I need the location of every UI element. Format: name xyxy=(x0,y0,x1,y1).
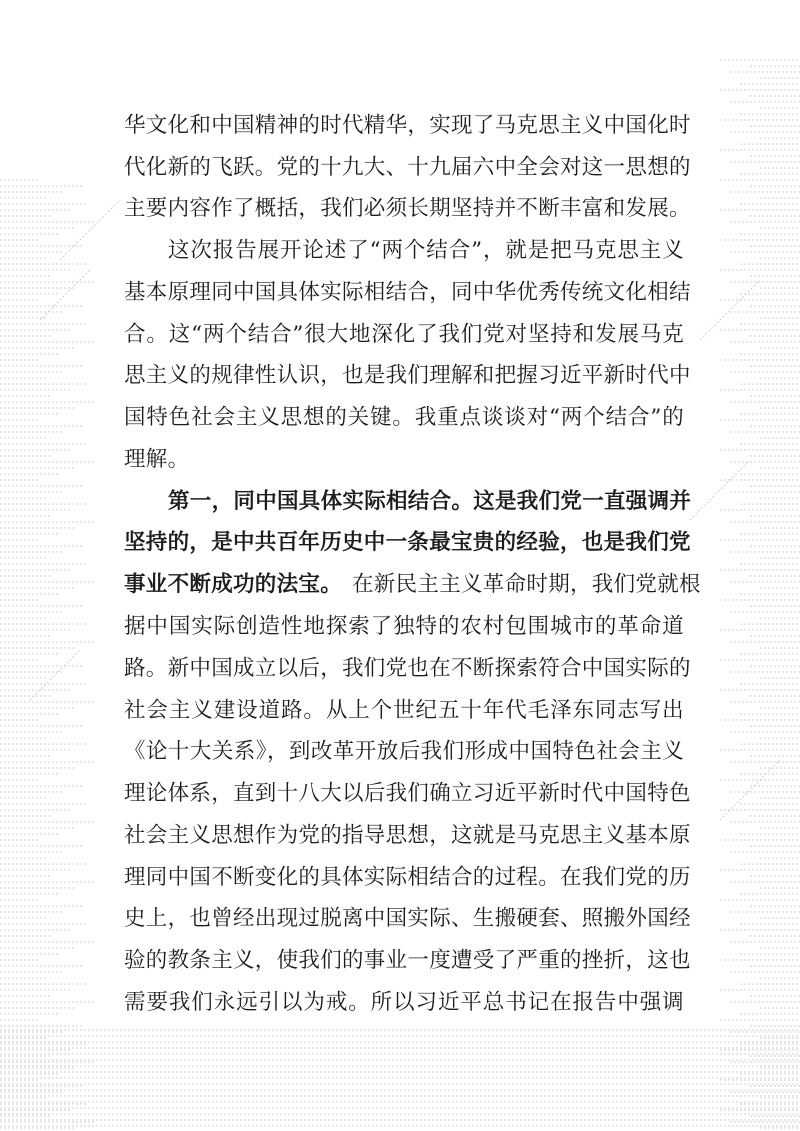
text-line: 理同中国不断变化的具体实际相结合的过程。在我们党的历 xyxy=(124,865,691,890)
text-line-bold: 坚持的，是中共百年历史中一条最宝贵的经验，也是我们党 xyxy=(124,530,691,555)
text-line: 这次报告展开论述了“两个结合”，就是把马克思主义 xyxy=(168,238,684,263)
text-line-bold: 事业不断成功的法宝。 xyxy=(124,572,343,597)
text-line: 合。这“两个结合”很大地深化了我们党对坚持和发展马克 xyxy=(124,322,684,347)
text-line: 史上，也曾经出现过脱离中国实际、生搬硬套、照搬外国经 xyxy=(124,906,691,931)
text-line: 《论十大关系》，到改革开放后我们形成中国特色社会主义 xyxy=(124,739,684,764)
text-line: 据中国实际创造性地探索了独特的农村包围城市的革命道 xyxy=(124,614,684,639)
text-line-bold: 第一，同中国具体实际相结合。这是我们党一直强调并 xyxy=(168,489,692,514)
text-line: 主要内容作了概括，我们必须长期坚持并不断丰富和发展。 xyxy=(124,196,691,221)
text-line: 代化新的飞跃。党的十九大、十九届六中全会对这一思想的 xyxy=(124,155,691,180)
text-line: 思主义的规律性认识，也是我们理解和把握习近平新时代中 xyxy=(124,363,691,388)
text-line: 基本原理同中国具体实际相结合，同中华优秀传统文化相结 xyxy=(124,280,691,305)
text-line: 国特色社会主义思想的关键。我重点谈谈对“两个结合”的 xyxy=(124,405,684,430)
text-line: 在新民主主义革命时期，我们党就根 xyxy=(352,572,701,597)
text-line: 验的教条主义，使我们的事业一度遭受了严重的挫折，这也 xyxy=(124,948,691,973)
text-line: 需要我们永远引以为戒。所以习近平总书记在报告中强调 xyxy=(124,990,684,1015)
text-line: 社会主义建设道路。从上个世纪五十年代毛泽东同志写出 xyxy=(124,698,684,723)
text-line: 路。新中国成立以后，我们党也在不断探索符合中国实际的 xyxy=(124,656,691,681)
text-line: 理论体系，直到十八大以后我们确立习近平新时代中国特色 xyxy=(124,781,691,806)
text-line: 理解。 xyxy=(124,447,190,472)
text-line: 华文化和中国精神的时代精华，实现了马克思主义中国化时 xyxy=(124,113,691,138)
text-line: 社会主义思想作为党的指导思想，这就是马克思主义基本原 xyxy=(124,823,691,848)
